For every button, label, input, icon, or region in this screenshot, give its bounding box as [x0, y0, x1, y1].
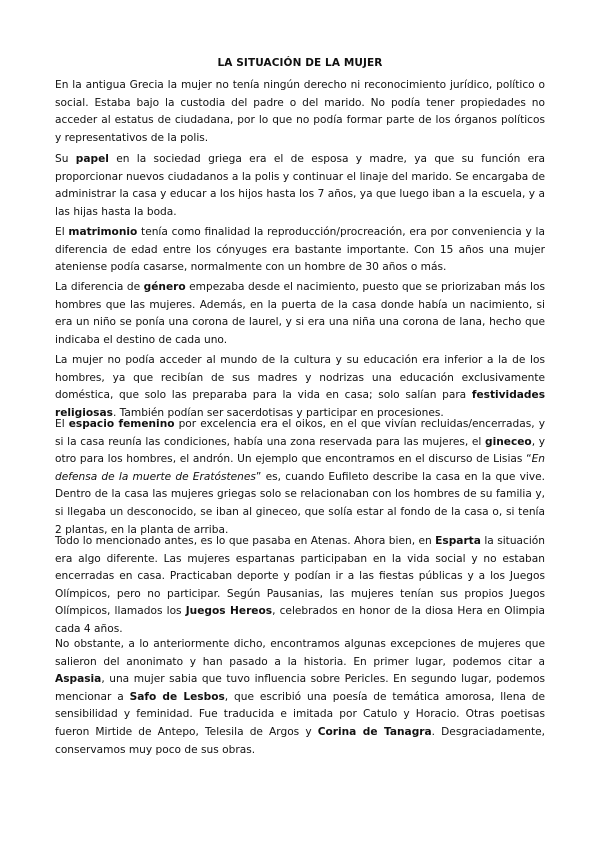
keyword-esparta: Esparta: [435, 535, 481, 547]
paragraph-text: La diferencia de: [55, 281, 144, 293]
keyword-espacio-femenino: espacio femenino: [68, 418, 175, 430]
paragraph-text: El: [55, 226, 69, 238]
paragraph-text: la situación era algo diferente. Las mujeres espartanas participaban en la vida social y no estaban encerradas en casa. Practicaban deporte y podían ir a las fiestas públicas y a los Juegos Olímpicos, pero no participar. Según Pausanias, las mujeres tenían sus propios Juegos Olímpicos, llamados los: [55, 535, 545, 618]
paragraph-text: No obstante, a lo anteriormente dicho, encontramos algunas excepciones de mujeres que salieron del anonimato y han pasado a la historia. En primer lugar, podemos citar a: [55, 638, 545, 668]
paragraph-text: . Desgraciadamente, conservamos muy poco de sus obras.: [55, 725, 545, 756]
paragraph-exceptions: [55, 636, 545, 759]
paragraph-text: El: [55, 418, 69, 430]
paragraph-text: La mujer no podía acceder al mundo de la cultura y su educación era inferior a la de los hombres, ya que recibían de sus madres y nodrizas una educación exclusivamente doméstica, que solo las preparaba para la vida en casa; solo salían para: [55, 354, 545, 402]
paragraph-legal-status: [55, 77, 545, 147]
paragraph-text: tenía como finalidad la reproducción/procreación, era por conveniencia y la diferencia de edad entre los cónyuges era bastante importante. Con 15 años una mujer ateniense podía casarse, normalmente con un hombre de 30 años o más.: [55, 226, 545, 274]
paragraph-text: , y otro para los hombres, el andrón. Un ejemplo que encontramos en el discurso de Lisias “: [55, 435, 545, 466]
paragraph-text: en la sociedad griega era el de esposa y madre, ya que su función era proporcionar nuevos ciudadanos a la polis y continuar el linaje del marido. Se encargaba de administrar la casa y educar a los hijos hasta los 7 años, ya que luego iban a la escuela, y a las hijas hasta la boda.: [55, 153, 545, 218]
keyword-gineceo: gineceo: [485, 435, 532, 448]
keyword-genero: género: [143, 281, 186, 293]
paragraph-text: , que escribió una poesía de temática amorosa, llena de sensibilidad y feminidad. Fue traducida e imitada por Catulo y Horacio. Otras poetisas fueron Mirtide de Antepo, Telesila de Argos y: [55, 690, 545, 738]
paragraph-text: , celebrados en honor de la diosa Hera en Olimpia cada 4 años.: [55, 605, 545, 635]
speech-title: En defensa de la muerte de Eratóstenes: [55, 453, 545, 483]
paragraph-text: . También podían ser sacerdotisas y participar en procesiones.: [112, 406, 444, 419]
paragraph-text: En la antigua Grecia la mujer no tenía ningún derecho ni reconocimiento jurídico, político o social. Estaba bajo la custodia del padre o del marido. No podía tener propiedades no acceder al estatus de ciudadana, por lo que no podía formar parte de los órganos políticos y representativos de la polis.: [55, 79, 545, 144]
keyword-safo-de-lesbos: Safo de Lesbos: [129, 690, 225, 703]
paragraph-text: Su: [55, 153, 76, 165]
keyword-matrimonio: matrimonio: [68, 226, 138, 238]
paragraph-female-space: [55, 416, 545, 539]
keyword-juegos-hereos: Juegos Hereos: [185, 605, 273, 618]
paragraph-text: Todo lo mencionado antes, es lo que pasaba en Atenas. Ahora bien, en: [55, 535, 436, 547]
paragraph-gender: [55, 279, 545, 349]
paragraph-marriage: [55, 224, 545, 277]
keyword-corina-de-tanagra: Corina de Tanagra: [317, 725, 432, 738]
paragraph-text: por excelencia era el oikos, en el que vivían recluidas/encerradas, y si la casa reunía las condiciones, había una zona reservada para las mujeres, el: [55, 418, 545, 448]
keyword-festividades-religiosas: festividades religiosas: [55, 389, 545, 419]
paragraph-text: , una mujer sabia que tuvo influencia sobre Pericles. En segundo lugar, podemos mencionar a: [55, 673, 545, 703]
page-title: LA SITUACIÓN DE LA MUJER: [217, 57, 383, 69]
paragraph-text: empezaba desde el nacimiento, puesto que se priorizaban más los hombres que las mujeres. Además, en la puerta de la casa donde había un nacimiento, si era un niño se ponía una corona de laurel, y si era una niña una corona de lana, hecho que indicaba el destino de cada uno.: [55, 281, 545, 346]
paragraph-text: ” es, cuando Eufileto describe la casa en la que vive. Dentro de la casa las mujeres griegas solo se relacionaban con los hombres de su familia y, si llegaba un desconocido, se iban al gineceo, que solía estar al fondo de la casa o, si tenía 2 plantas, en la planta de arriba.: [55, 470, 545, 536]
keyword-papel: papel: [75, 153, 109, 165]
paragraph-education: [55, 352, 545, 422]
paragraph-sparta: [55, 533, 545, 639]
paragraph-role: [55, 151, 545, 221]
keyword-aspasia: Aspasia: [55, 673, 102, 686]
